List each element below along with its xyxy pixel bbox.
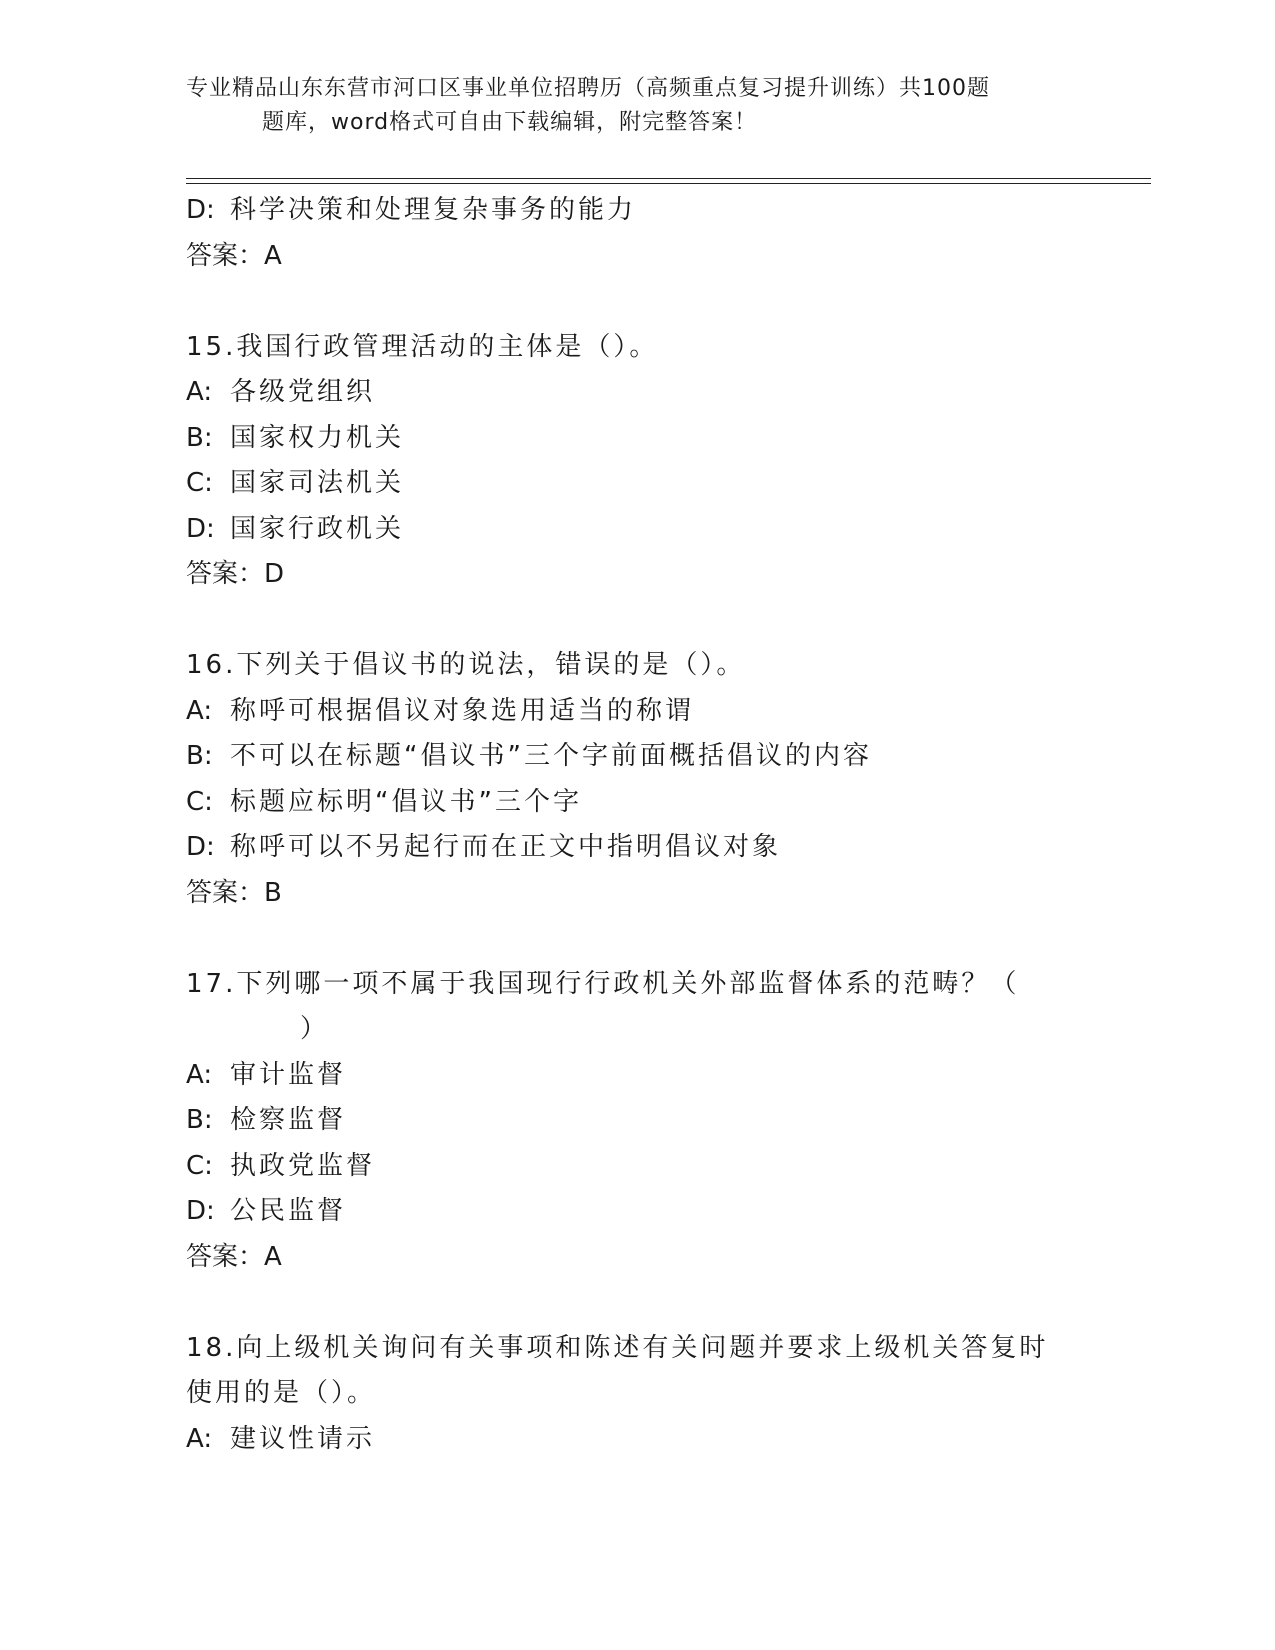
option-label: A: bbox=[186, 1423, 213, 1454]
answer-value: D bbox=[264, 559, 285, 589]
answer-label: 答案： bbox=[186, 559, 265, 589]
option-label: A: bbox=[186, 377, 213, 407]
option-text: 国家权力机关 bbox=[230, 422, 405, 453]
option-text: 执政党监督 bbox=[230, 1150, 376, 1181]
option-text: 国家行政机关 bbox=[230, 513, 405, 544]
header-title-line2: 题库，word格式可自由下载编辑，附完整答案！ bbox=[262, 110, 758, 135]
spacer bbox=[186, 598, 1086, 644]
option-text: 科学决策和处理复杂事务的能力 bbox=[230, 195, 637, 225]
option-label: C: bbox=[186, 468, 213, 498]
option-a bbox=[186, 370, 1086, 416]
option-text: 国家司法机关 bbox=[230, 468, 405, 498]
option-text: 公民监督 bbox=[230, 1196, 347, 1226]
option-d bbox=[186, 507, 1086, 553]
question-16 bbox=[186, 643, 1086, 916]
question-14 bbox=[186, 188, 1086, 279]
option-d bbox=[186, 1189, 1086, 1235]
question-stem: 17.下列哪一项不属于我国现行行政机关外部监督体系的范畴？（ bbox=[186, 968, 1020, 999]
option-a bbox=[186, 689, 1086, 735]
answer-line bbox=[186, 1235, 1086, 1281]
document-header bbox=[186, 72, 1066, 140]
option-text: 称呼可以不另起行而在正文中指明倡议对象 bbox=[230, 832, 782, 862]
question-stem: 18.向上级机关询问有关事项和陈述有关问题并要求上级机关答复时使用的是（）。 bbox=[186, 1332, 1049, 1408]
option-label: D: bbox=[186, 195, 215, 225]
header-title-line1: 专业精品山东东营市河口区事业单位招聘历（高频重点复习提升训练）共100题 bbox=[186, 76, 990, 101]
option-label: B: bbox=[186, 1105, 213, 1135]
header-divider-bottom bbox=[186, 183, 1151, 184]
option-label: D: bbox=[186, 513, 215, 544]
question-15 bbox=[186, 325, 1086, 598]
option-text: 检察监督 bbox=[230, 1105, 347, 1135]
option-a bbox=[186, 1053, 1086, 1099]
option-b bbox=[186, 1098, 1086, 1144]
option-label: A: bbox=[186, 695, 213, 726]
question-list bbox=[186, 188, 1086, 1462]
answer-value: A bbox=[264, 240, 282, 271]
option-b bbox=[186, 734, 1086, 780]
answer-label: 答案： bbox=[186, 877, 265, 908]
option-c bbox=[186, 780, 1086, 826]
spacer bbox=[186, 916, 1086, 962]
option-text: 审计监督 bbox=[230, 1059, 347, 1090]
option-text: 各级党组织 bbox=[230, 377, 376, 407]
question-stem: 15.我国行政管理活动的主体是（）。 bbox=[186, 331, 659, 362]
option-b bbox=[186, 416, 1086, 462]
option-text: 标题应标明“倡议书”三个字 bbox=[230, 786, 582, 817]
option-label: C: bbox=[186, 786, 213, 817]
option-label: A: bbox=[186, 1059, 213, 1090]
question-stem: 16.下列关于倡议书的说法，错误的是（）。 bbox=[186, 650, 746, 680]
option-c bbox=[186, 1144, 1086, 1190]
option-label: C: bbox=[186, 1150, 213, 1181]
option-d bbox=[186, 825, 1086, 871]
answer-line bbox=[186, 552, 1086, 598]
answer-label: 答案： bbox=[186, 1241, 265, 1272]
option-d bbox=[186, 188, 1086, 234]
option-label: B: bbox=[186, 741, 213, 771]
answer-line bbox=[186, 871, 1086, 917]
option-label: D: bbox=[186, 1196, 215, 1226]
option-text: 不可以在标题“倡议书”三个字前面概括倡议的内容 bbox=[230, 741, 872, 771]
spacer bbox=[186, 1280, 1086, 1326]
option-label: B: bbox=[186, 422, 213, 453]
answer-line bbox=[186, 234, 1086, 280]
question-18 bbox=[186, 1326, 1086, 1463]
option-text: 建议性请示 bbox=[230, 1423, 376, 1454]
option-text: 称呼可根据倡议对象选用适当的称谓 bbox=[230, 695, 695, 726]
answer-label: 答案： bbox=[186, 240, 265, 271]
option-a bbox=[186, 1417, 1086, 1463]
question-stem-continuation: ） bbox=[300, 1014, 327, 1044]
option-label: D: bbox=[186, 832, 215, 862]
question-17 bbox=[186, 962, 1086, 1281]
header-divider-top bbox=[186, 178, 1151, 179]
answer-value: B bbox=[264, 877, 282, 908]
answer-value: A bbox=[264, 1241, 282, 1272]
spacer bbox=[186, 279, 1086, 325]
option-c bbox=[186, 461, 1086, 507]
